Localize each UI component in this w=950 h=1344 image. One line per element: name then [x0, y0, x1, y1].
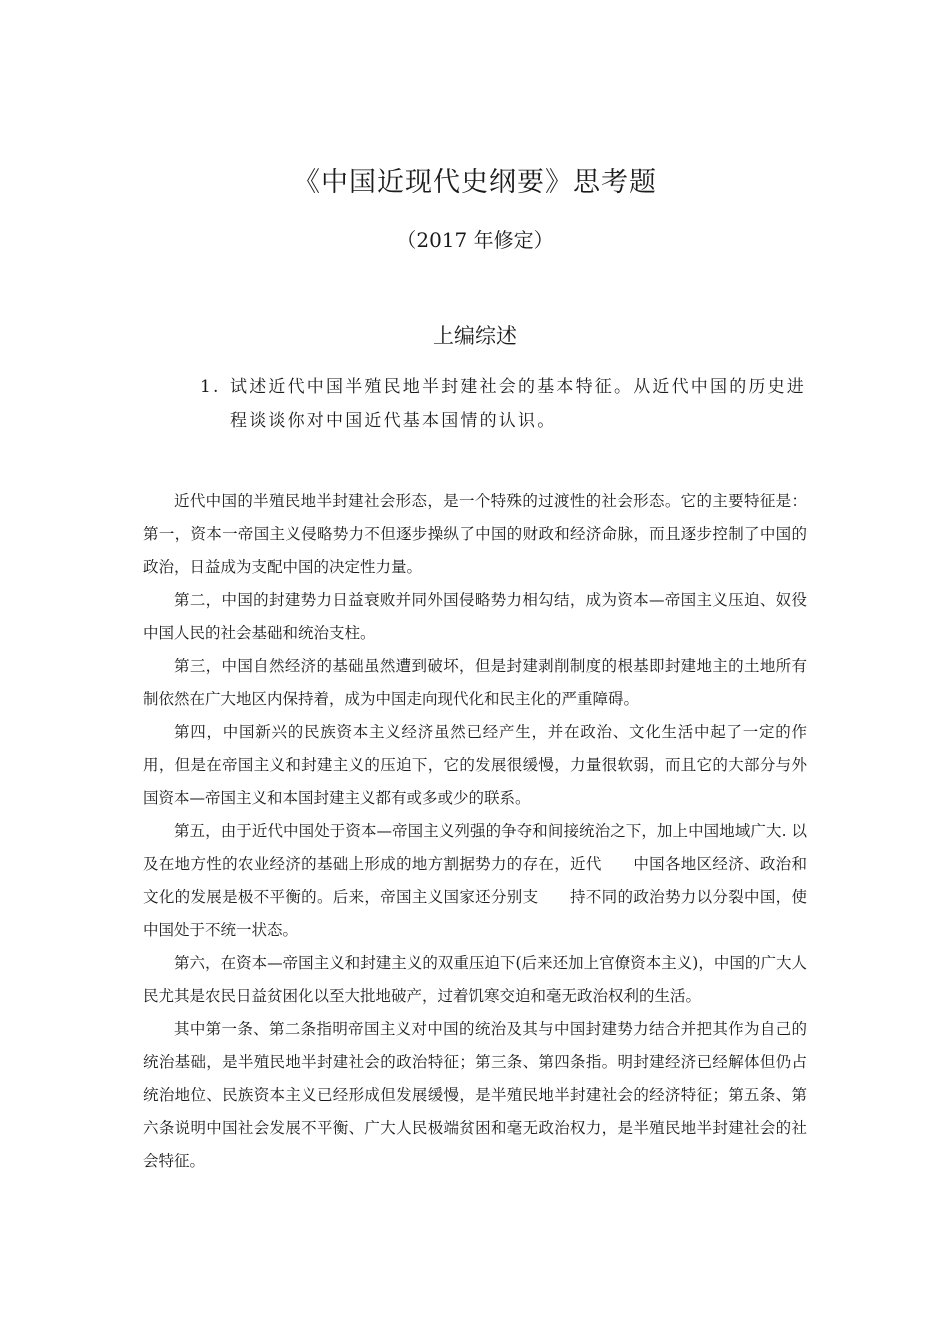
- answer-body: [143, 485, 807, 1178]
- question-number: 1.: [200, 377, 221, 397]
- answer-paragraph: 第五，由于近代中国处于资本—帝国主义列强的争夺和间接统治之下，加上中国地域广大. 以及在地方性的农业经济的基础上形成的地方割据势力的存在，近代 中国各地区经济、政治和文化的发展是极不平衡的。后来，帝国主义国家还分别支 持不同的政治势力以分裂中国，使中国处于不统一状态。: [143, 822, 807, 939]
- answer-paragraph: 第四，中国新兴的民族资本主义经济虽然已经产生，并在政治、文化生活中起了一定的作用，但是在帝国主义和封建主义的压迫下，它的发展很缓慢，力量很软弱，而且它的大部分与外国资本—帝国主义和本国封建主义都有或多或少的联系。: [143, 723, 807, 807]
- answer-paragraph: 近代中国的半殖民地半封建社会形态，是一个特殊的过渡性的社会形态。它的主要特征是：第一，资本一帝国主义侵略势力不但逐步操纵了中国的财政和经济命脉，而且逐步控制了中国的政治，日益成为支配中国的决定性力量。: [143, 492, 807, 576]
- answer-paragraph: 第六，在资本—帝国主义和封建主义的双重压迫下(后来还加上官僚资本主义)，中国的广大人民尤其是农民日益贫困化以至大批地破产，过着饥寒交迫和毫无政治权利的生活。: [143, 954, 807, 1005]
- answer-paragraph: 其中第一条、第二条指明帝国主义对中国的统治及其与中国封建势力结合并把其作为自己的统治基础，是半殖民地半封建社会的政治特征；第三条、第四条指。明封建经济已经解体但仍占统治地位、民族资本主义已经形成但发展缓慢，是半殖民地半封建社会的经济特征；第五条、第六条说明中国社会发展不平衡、广大人民极端贫困和毫无政治权力，是半殖民地半封建社会的社会特征。: [143, 1020, 807, 1170]
- page-title: 《中国近现代史纲要》思考题: [293, 167, 657, 198]
- answer-paragraph: 第二，中国的封建势力日益衰败并同外国侵略势力相勾结，成为资本—帝国主义压迫、奴役中国人民的社会基础和统治支柱。: [143, 591, 807, 642]
- page-subtitle: （2017 年修定）: [396, 228, 554, 252]
- question-item: [200, 370, 810, 438]
- answer-paragraph: 第三，中国自然经济的基础虽然遭到破坏，但是封建剥削制度的根基即封建地主的土地所有制依然在广大地区内保持着，成为中国走向现代化和民主化的严重障碍。: [143, 657, 807, 708]
- section-heading: 上编综述: [433, 324, 517, 348]
- question-text: 试述近代中国半殖民地半封建社会的基本特征。从近代中国的历史进程谈谈你对中国近代基本国情的认识。: [230, 377, 806, 431]
